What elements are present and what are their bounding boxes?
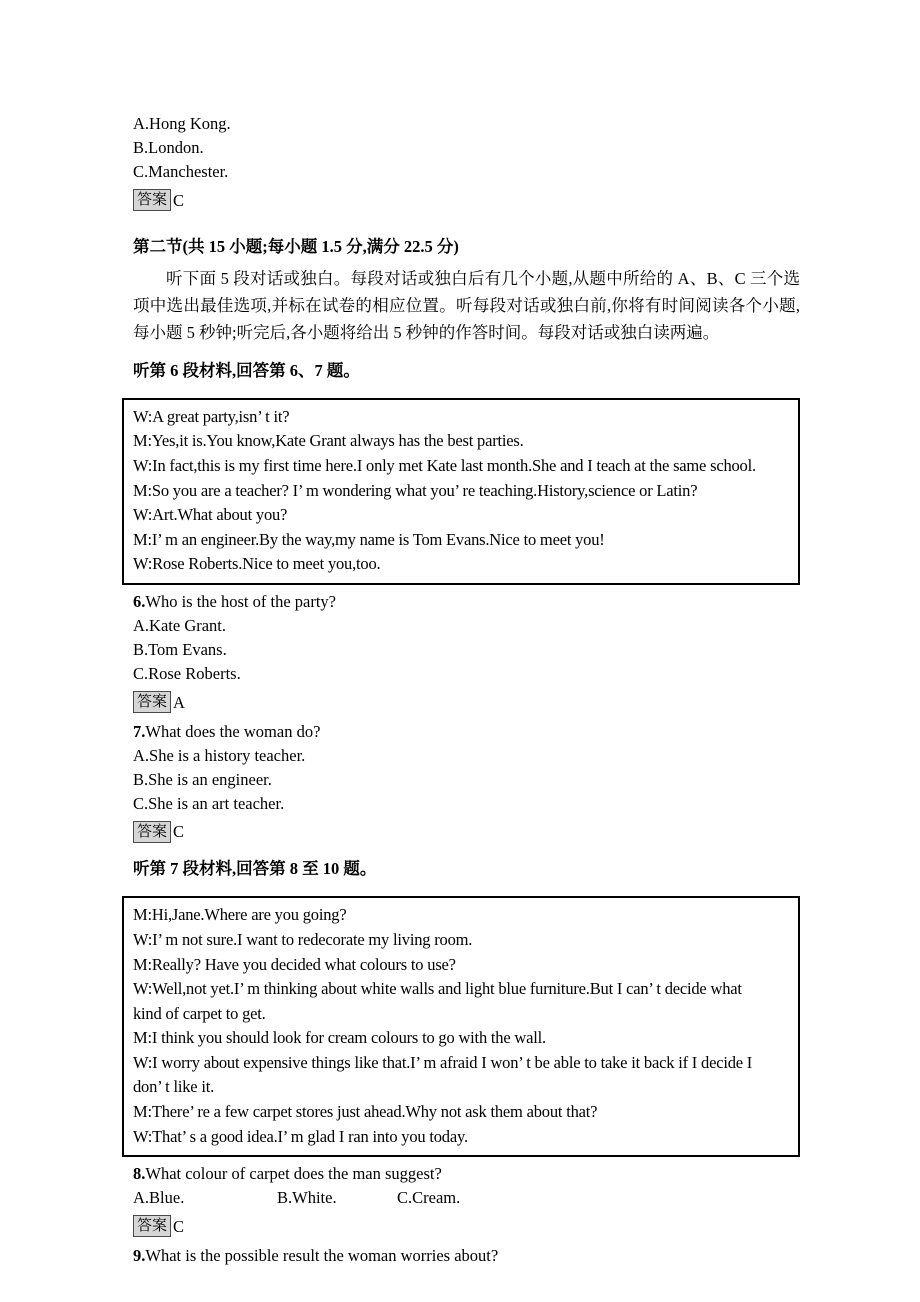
section2-instructions: 听下面 5 段对话或独白。每段对话或独白后有几个小题,从题中所给的 A、B、C 三个选项中选出最佳选项,并标在试卷的相应位置。听每段对话或独白前,你将有时间阅读各个小题,每小题 5 秒钟;听完后,各小题将给出 5 秒钟的作答时间。每段对话或独白读两遍。 (133, 268, 800, 342)
option-line: A.Kate Grant. (133, 615, 227, 635)
answer-letter: A (173, 692, 185, 712)
option-inline: C.Cream. (397, 1188, 461, 1208)
dialogue-line: M:I think you should look for cream colours to go with the wall. (133, 1028, 546, 1048)
dialogue-line: W:I worry about expensive things like that.I’ m afraid I won’ t be able to take it back if I decide I (133, 1052, 753, 1072)
dialogue-line: M:Hi,Jane.Where are you going? (133, 905, 347, 925)
dialogue-line: W:In fact,this is my first time here.I only met Kate last month.She and I teach at the same school. (133, 455, 756, 475)
answer-chip: 答案 (133, 189, 171, 211)
question-body: What does the woman do? (145, 721, 321, 741)
answer-letter: C (173, 822, 185, 842)
answer-chip: 答案 (133, 1215, 171, 1237)
dialogue-line: W:Art.What about you? (133, 505, 288, 525)
option-line: C.She is an art teacher. (133, 793, 285, 813)
dialogue-line: W:Well,not yet.I’ m thinking about white walls and light blue furniture.But I can’ t decide what (133, 979, 742, 999)
dialogue-line: M:Really? Have you decided what colours to use? (133, 954, 456, 974)
dialogue-line: W:That’ s a good idea.I’ m glad I ran into you today. (133, 1126, 468, 1146)
answer-row-q7 (133, 818, 800, 845)
dialogue-line: don’ t like it. (133, 1077, 215, 1097)
dialogue-box-material6 (122, 398, 800, 585)
dialogue-line: M:So you are a teacher? I’ m wondering what you’ re teaching.History,science or Latin? (133, 480, 698, 500)
question7-text (133, 720, 800, 744)
question5-options (133, 112, 800, 184)
answer-letter: C (173, 190, 185, 210)
dialogue-box-material7 (122, 896, 800, 1157)
option-inline: B.White. (277, 1188, 337, 1208)
section2-heading: 第二节(共 15 小题;每小题 1.5 分,满分 22.5 分) (133, 236, 459, 256)
answer-row-q5 (133, 186, 800, 213)
dialogue-line: M:Yes,it is.You know,Kate Grant always has the best parties. (133, 431, 524, 451)
question-number: 8. (133, 1164, 146, 1184)
option-line: B.Tom Evans. (133, 639, 227, 659)
dialogue-line: M:I’ m an engineer.By the way,my name is Tom Evans.Nice to meet you! (133, 529, 605, 549)
question6-text (133, 590, 800, 614)
answer-row-q6 (133, 688, 800, 715)
dialogue-line: W:A great party,isn’ t it? (133, 406, 290, 426)
question7-options (133, 744, 800, 816)
question-body: What colour of carpet does the man suggest? (145, 1164, 442, 1184)
answer-chip: 答案 (133, 691, 171, 713)
dialogue-line: W:Rose Roberts.Nice to meet you,too. (133, 554, 381, 574)
question-body: What is the possible result the woman worries about? (145, 1245, 499, 1265)
option-line: B.She is an engineer. (133, 769, 272, 789)
option-line: A.She is a history teacher. (133, 745, 306, 765)
option-line: C.Manchester. (133, 162, 229, 181)
question9-text (133, 1244, 800, 1268)
option-line: A.Hong Kong. (133, 114, 231, 133)
question-number: 7. (133, 721, 146, 741)
question8-options (133, 1186, 800, 1210)
question8-text (133, 1162, 800, 1186)
question-number: 9. (133, 1245, 146, 1265)
question-body: Who is the host of the party? (145, 591, 336, 611)
material6-heading: 听第 6 段材料,回答第 6、7 题。 (133, 360, 360, 380)
dialogue-line: kind of carpet to get. (133, 1003, 266, 1023)
dialogue-line: W:I’ m not sure.I want to redecorate my living room. (133, 929, 473, 949)
material7-heading: 听第 7 段材料,回答第 8 至 10 题。 (133, 859, 377, 879)
answer-chip: 答案 (133, 821, 171, 843)
dialogue-line: M:There’ re a few carpet stores just ahead.Why not ask them about that? (133, 1102, 598, 1122)
option-line: B.London. (133, 138, 204, 157)
answer-row-q8 (133, 1212, 800, 1239)
answer-letter: C (173, 1216, 185, 1236)
question6-options (133, 614, 800, 686)
question-number: 6. (133, 591, 146, 611)
option-line: C.Rose Roberts. (133, 663, 241, 683)
option-inline: A.Blue. (133, 1188, 185, 1208)
